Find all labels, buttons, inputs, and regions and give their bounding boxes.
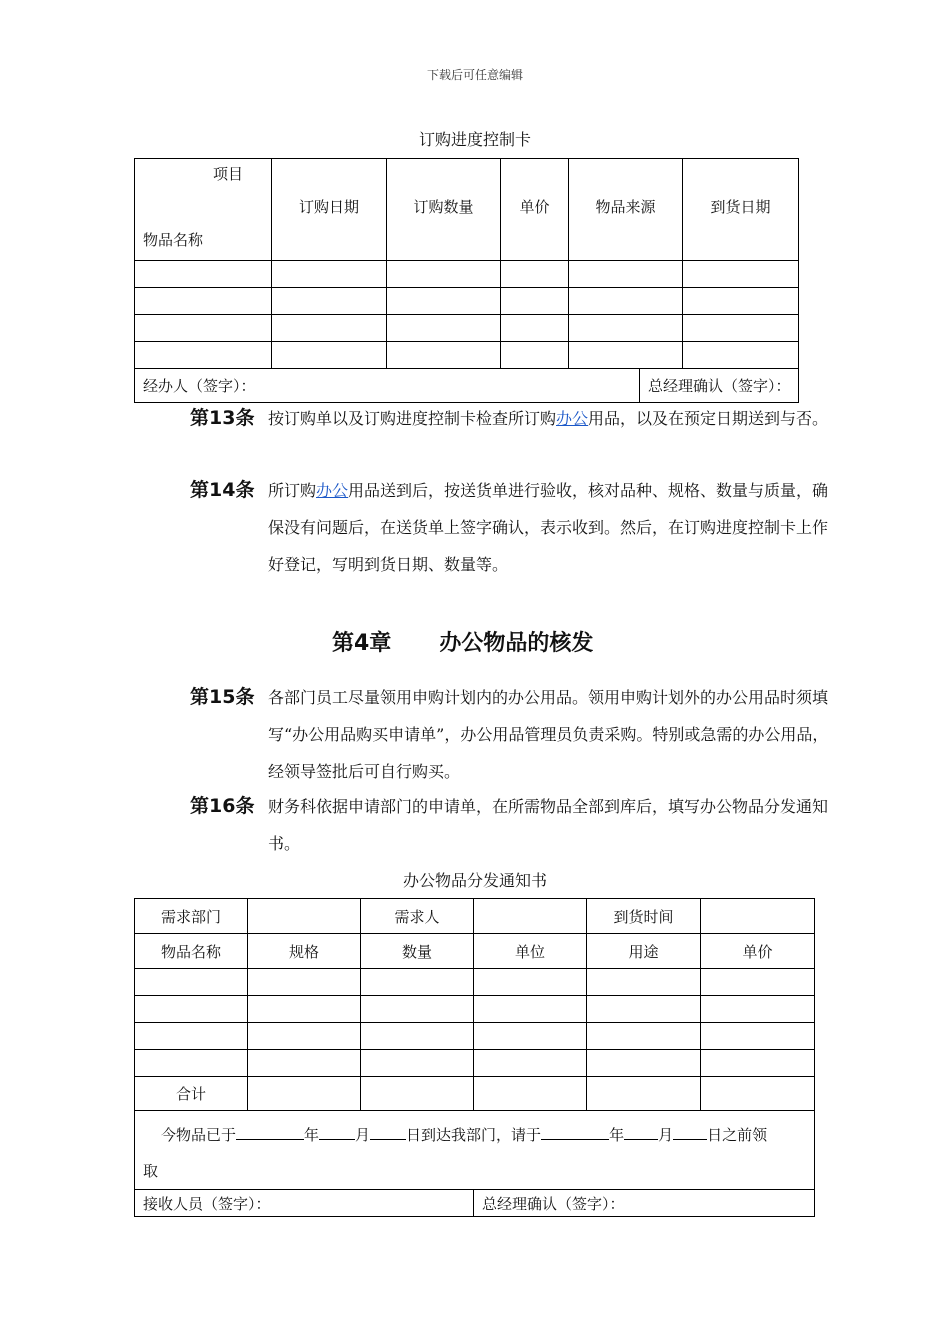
- year-blank: [541, 1124, 609, 1140]
- article-text: [268, 400, 830, 437]
- table-row: [135, 1050, 815, 1077]
- table-cell: [387, 288, 501, 315]
- table-cell: [683, 261, 799, 288]
- table-cell: [135, 315, 272, 342]
- table-cell: [701, 969, 815, 996]
- table-cell: [587, 1050, 701, 1077]
- table-row: [135, 969, 815, 996]
- day-blank: [370, 1124, 406, 1140]
- table-header-row: [135, 159, 799, 261]
- column-header: 单位: [474, 934, 587, 969]
- article-text: 各部门员工尽量领用申购计划内的办公用品。领用申购计划外的办公用品时须填写“办公用品购买申请单”，办公用品管理员负责采购。特别或急需的办公用品，经领导签批后可自行购买。: [268, 688, 829, 781]
- sentence-part: 年: [304, 1126, 320, 1144]
- table-cell: [248, 1077, 361, 1111]
- manager-signature: 总经理确认（签字）：: [474, 1190, 815, 1217]
- table-row: [135, 1023, 815, 1050]
- table-cell: [135, 288, 272, 315]
- table-cell: [683, 315, 799, 342]
- table-cell: [474, 969, 587, 996]
- department-label: 需求部门: [135, 899, 248, 934]
- table-cell: [135, 342, 272, 369]
- office-link[interactable]: 办公: [316, 481, 349, 500]
- arrival-time-label: 到货时间: [587, 899, 701, 934]
- table-cell: [569, 315, 683, 342]
- article-14: [190, 472, 830, 583]
- article-text-part: 按订购单以及订购进度控制卡检查所订购: [268, 409, 557, 428]
- column-header: 物品来源: [569, 159, 683, 261]
- table-cell: [569, 261, 683, 288]
- notice-title: 办公物品分发通知书: [402, 871, 547, 890]
- table-cell: [387, 261, 501, 288]
- sentence-part: 日到达我部门，请于: [406, 1126, 542, 1144]
- table-cell: [474, 1023, 587, 1050]
- table-cell: [135, 1050, 248, 1077]
- column-header: 到货日期: [683, 159, 799, 261]
- table-cell: [701, 1050, 815, 1077]
- column-header: 数量: [361, 934, 474, 969]
- page-header-note: 下载后可任意编辑: [426, 68, 523, 82]
- table-cell: [135, 996, 248, 1023]
- notice-header-row: [135, 934, 815, 969]
- table-cell: [569, 288, 683, 315]
- table-cell: [387, 342, 501, 369]
- day-blank: [673, 1124, 707, 1140]
- table-cell: [248, 1023, 361, 1050]
- table-cell: [683, 288, 799, 315]
- table-cell: [474, 996, 587, 1023]
- arrival-time-value: [701, 899, 815, 934]
- signature-row: [135, 1190, 815, 1217]
- article-text-part: 用品，以及在预定日期送到与否。: [588, 409, 829, 428]
- department-value: [248, 899, 361, 934]
- table-cell: [569, 342, 683, 369]
- sentence-part: 年: [609, 1126, 625, 1144]
- table-cell: [135, 1023, 248, 1050]
- table-cell: [272, 342, 387, 369]
- column-header: 单价: [701, 934, 815, 969]
- table-row: [135, 342, 799, 369]
- chapter-number: 第4章: [332, 631, 392, 656]
- column-header: 用途: [587, 934, 701, 969]
- total-label: 合计: [135, 1077, 248, 1111]
- table-cell: [701, 1077, 815, 1111]
- article-13: [190, 400, 830, 437]
- table-row: [135, 261, 799, 288]
- notice-sentence: [135, 1111, 815, 1190]
- table-row: [135, 996, 815, 1023]
- table-cell: [701, 996, 815, 1023]
- sentence-part: 日之前领: [707, 1126, 768, 1144]
- article-number: 第15条: [190, 686, 255, 708]
- chapter-title: 办公物品的核发: [439, 631, 594, 656]
- manager-signature: 总经理确认（签字）：: [640, 369, 799, 403]
- column-header: 订购数量: [387, 159, 501, 261]
- corner-bottom-label: 物品名称: [143, 231, 204, 249]
- table-row: [135, 288, 799, 315]
- article-16: [190, 788, 830, 862]
- article-number: 第16条: [190, 795, 255, 817]
- table-cell: [361, 969, 474, 996]
- column-header: 规格: [248, 934, 361, 969]
- table-cell: [701, 1023, 815, 1050]
- table-cell: [248, 1050, 361, 1077]
- table-cell: [135, 969, 248, 996]
- article-text-part: 所订购: [268, 481, 317, 500]
- table-cell: [501, 261, 569, 288]
- table-cell: [587, 996, 701, 1023]
- article-text: [268, 472, 830, 583]
- order-card-title: 订购进度控制卡: [418, 130, 531, 149]
- receiver-signature: 接收人员（签字）：: [135, 1190, 474, 1217]
- table-cell: [587, 1023, 701, 1050]
- table-cell: [272, 288, 387, 315]
- order-card-table: [134, 158, 799, 403]
- column-header: 订购日期: [272, 159, 387, 261]
- year-blank: [236, 1124, 304, 1140]
- sentence-part: 取: [143, 1162, 159, 1180]
- chapter-heading: [332, 626, 593, 657]
- article-text-part: 用品送到后，按送货单进行验收，核对品种、规格、数量与质量，确保没有问题后，在送货单上签字确认，表示收到。然后，在订购进度控制卡上作好登记，写明到货日期、数量等。: [268, 481, 829, 574]
- table-cell: [361, 1050, 474, 1077]
- table-cell: [272, 315, 387, 342]
- requester-label: 需求人: [361, 899, 474, 934]
- notice-info-row: [135, 899, 815, 934]
- sentence-part: 月: [658, 1126, 674, 1144]
- article-text: 财务科依据申请部门的申请单，在所需物品全部到库后，填写办公物品分发通知书。: [268, 797, 829, 853]
- table-cell: [387, 315, 501, 342]
- table-cell: [683, 342, 799, 369]
- table-cell: [501, 288, 569, 315]
- table-cell: [248, 969, 361, 996]
- table-cell: [361, 1077, 474, 1111]
- article-number: 第13条: [190, 407, 255, 429]
- notice-table: [134, 898, 815, 1217]
- office-link[interactable]: 办公: [556, 409, 589, 428]
- column-header: 单价: [501, 159, 569, 261]
- table-cell: [272, 261, 387, 288]
- table-cell: [501, 315, 569, 342]
- handler-signature: 经办人（签字）：: [135, 369, 640, 403]
- table-cell: [248, 996, 361, 1023]
- table-cell: [474, 1050, 587, 1077]
- month-blank: [319, 1124, 355, 1140]
- requester-value: [474, 899, 587, 934]
- table-cell: [587, 969, 701, 996]
- signature-row: [135, 369, 799, 403]
- table-cell: [587, 1077, 701, 1111]
- table-cell: [474, 1077, 587, 1111]
- table-cell: [501, 342, 569, 369]
- month-blank: [624, 1124, 658, 1140]
- column-header: 物品名称: [135, 934, 248, 969]
- corner-top-label: 项目: [213, 165, 244, 183]
- notice-sentence-row: [135, 1111, 815, 1190]
- sentence-part: 月: [355, 1126, 371, 1144]
- article-15: [190, 679, 830, 790]
- table-cell: [135, 261, 272, 288]
- article-number: 第14条: [190, 479, 255, 501]
- sentence-part: 今物品已于: [161, 1126, 237, 1144]
- table-cell: [361, 996, 474, 1023]
- corner-cell: [135, 159, 272, 261]
- table-row: [135, 315, 799, 342]
- total-row: [135, 1077, 815, 1111]
- table-cell: [361, 1023, 474, 1050]
